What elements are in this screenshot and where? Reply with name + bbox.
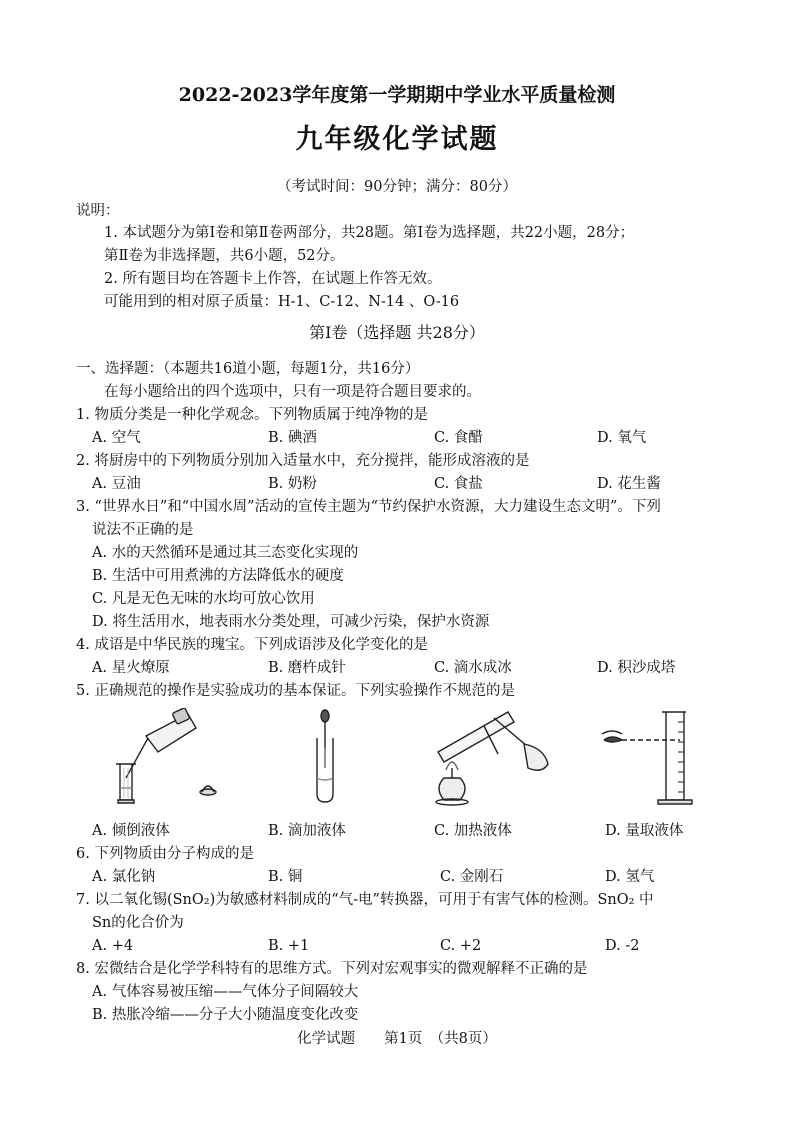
q6-option-b: B. 铜: [268, 869, 303, 885]
q1-option-b: B. 碘酒: [268, 430, 317, 446]
q6-option-d: D. 氢气: [605, 869, 655, 885]
q3-option-c: C. 凡是无色无味的水均可放心饮用: [92, 591, 315, 607]
figure-dropping-liquid: [300, 708, 350, 808]
q4-option-d: D. 积沙成塔: [597, 660, 676, 676]
q7-option-d: D. -2: [605, 938, 640, 954]
q2-option-c: C. 食盐: [434, 476, 483, 492]
figure-heating-liquid: [424, 708, 564, 808]
page-footer: 化学试题 第1页 （共8页）: [297, 1031, 497, 1047]
question-8-stem: 8. 宏微结合是化学学科特有的思维方式。下列对宏观事实的微观解释不正确的是: [76, 961, 588, 977]
q4-option-a: A. 星火燎原: [92, 660, 170, 676]
q3-option-a: A. 水的天然循环是通过其三态变化实现的: [92, 545, 359, 561]
q5-option-b: B. 滴加液体: [268, 823, 346, 839]
question-5-stem: 5. 正确规范的操作是实验成功的基本保证。下列实验操作不规范的是: [76, 683, 515, 699]
q7-option-a: A. +4: [92, 938, 134, 954]
question-1-stem: 1. 物质分类是一种化学观念。下列物质属于纯净物的是: [76, 407, 428, 423]
q5-option-d: D. 量取液体: [605, 823, 684, 839]
note-3: 可能用到的相对原子质量：H-1、C-12、N-14 、O-16: [104, 294, 460, 310]
notes-label: 说明：: [76, 203, 120, 219]
q4-option-c: C. 滴水成冰: [434, 660, 512, 676]
note-1a: 1. 本试题分为第Ⅰ卷和第Ⅱ卷两部分，共28题。第Ⅰ卷为选择题，共22小题，28分；: [104, 225, 635, 241]
section-1-title: 一、选择题：（本题共16道小题，每题1分，共16分）: [76, 361, 420, 377]
exam-time-info: （考试时间：90分钟；满分：80分）: [277, 179, 517, 195]
q2-option-a: A. 豆油: [92, 476, 141, 492]
q3-option-b: B. 生活中可用煮沸的方法降低水的硬度: [92, 568, 344, 584]
question-4-stem: 4. 成语是中华民族的瑰宝。下列成语涉及化学变化的是: [76, 637, 428, 653]
question-7-stem-line1: 7. 以二氧化锡(SnO₂)为敏感材料制成的“气-电”转换器，可用于有害气体的检测。SnO₂ 中: [76, 892, 654, 908]
q7-option-b: B. +1: [268, 938, 310, 954]
q7-option-c: C. +2: [440, 938, 482, 954]
question-2-stem: 2. 将厨房中的下列物质分别加入适量水中，充分搅拌，能形成溶液的是: [76, 453, 530, 469]
q8-option-a: A. 气体容易被压缩——气体分子间隔较大: [92, 984, 359, 1000]
q8-option-b: B. 热胀冷缩——分子大小随温度变化改变: [92, 1007, 359, 1023]
part-1-heading: 第Ⅰ卷（选择题 共28分）: [309, 323, 485, 342]
exam-session-title: 2022-2023学年度第一学期期中学业水平质量检测: [178, 84, 616, 106]
figure-pouring-liquid: [96, 708, 226, 808]
q6-option-a: A. 氯化钠: [92, 869, 156, 885]
question-6-stem: 6. 下列物质由分子构成的是: [76, 846, 254, 862]
question-7-stem-line2: Sn的化合价为: [92, 915, 184, 931]
q6-option-c: C. 金刚石: [440, 869, 504, 885]
q1-option-a: A. 空气: [92, 430, 141, 446]
question-3-stem-line1: 3. “世界水日”和“中国水周”活动的宣传主题为“节约保护水资源，大力建设生态文明”。下列: [76, 499, 661, 515]
q5-option-a: A. 倾倒液体: [92, 823, 170, 839]
note-1b: 第Ⅱ卷为非选择题，共6小题，52分。: [104, 248, 345, 264]
q5-option-c: C. 加热液体: [434, 823, 512, 839]
figure-measuring-liquid: [600, 708, 710, 808]
exam-subject-title: 九年级化学试题: [295, 124, 499, 155]
q1-option-d: D. 氧气: [597, 430, 647, 446]
q2-option-b: B. 奶粉: [268, 476, 317, 492]
section-1-instruction: 在每小题给出的四个选项中，只有一项是符合题目要求的。: [104, 384, 481, 400]
q3-option-d: D. 将生活用水，地表雨水分类处理，可减少污染，保护水资源: [92, 614, 490, 630]
q4-option-b: B. 磨杵成针: [268, 660, 346, 676]
q1-option-c: C. 食醋: [434, 430, 483, 446]
note-2: 2. 所有题目均在答题卡上作答，在试题上作答无效。: [104, 271, 442, 287]
question-3-stem-line2: 说法不正确的是: [92, 522, 194, 538]
q2-option-d: D. 花生酱: [597, 476, 661, 492]
